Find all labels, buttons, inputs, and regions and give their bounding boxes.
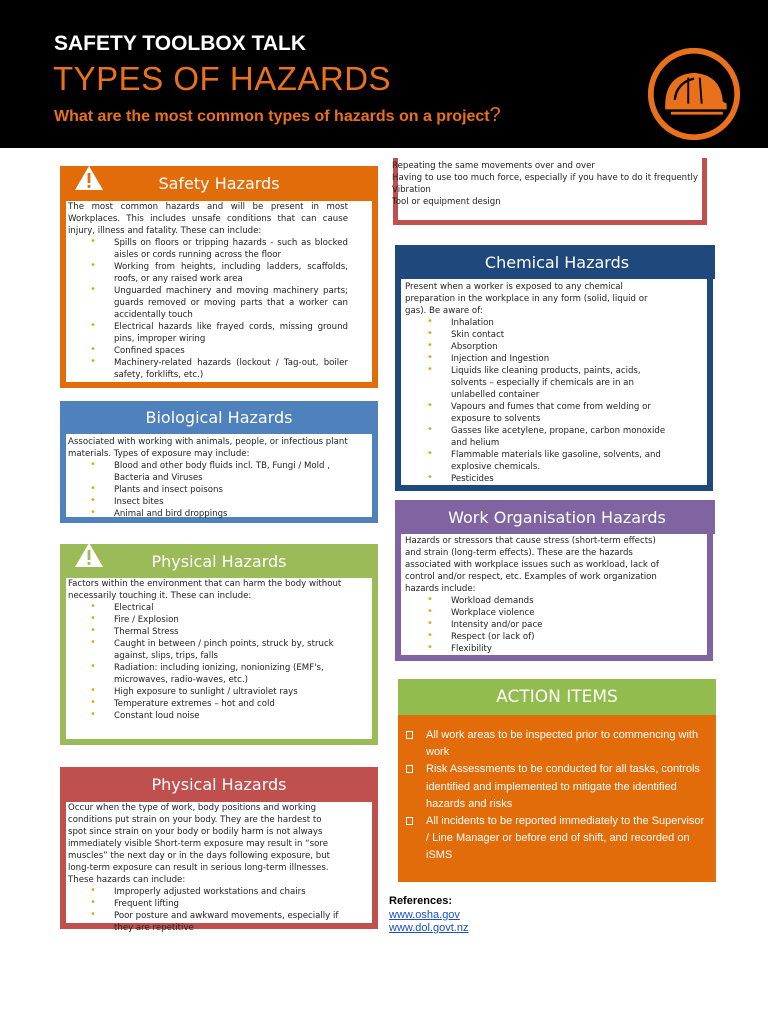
biological-hazards-card [60,401,378,523]
safety-hazards-card [60,166,378,388]
chemical-list [405,317,667,485]
chemical-intro: Present when a worker is exposed to any chemical preparation in the workplace in any form (solid, liquid or gas). Be aware of: [405,282,648,316]
ergonomic-hazards-body [68,802,340,934]
ergonomic-hazards-card [60,767,378,933]
physical-hazards-title: Physical Hazards [60,544,378,578]
checkbox-icon [406,765,413,773]
list-item: • Constant loud noise [68,710,354,722]
list-item: Vibration [392,185,431,195]
safety-intro: The most common hazards and will be present in most Workplaces. This includes unsafe conditions that can cause injury, illness and fatality. These can include: [68,202,348,236]
list-item: • Skin contact [405,329,667,341]
warning-icon [74,165,104,191]
question-mark: ? [489,104,501,126]
chemical-hazards-body [405,281,667,485]
biological-intro: Associated with working with animals, people, or infectious plant materials. Types of exposure may include: [68,437,348,459]
action-item-text: All work areas to be inspected prior to commencing with work [426,729,699,759]
ergonomic-intro: Occur when the type of work, body positions and working conditions put strain on your body. They are the hardest to spot since strain on your body or bodily harm is not always immediately visible Short-term exposure may result in “sore muscles” the next day or in the days following exposure, but long-term exposure can result in serious long-term illnesses. These hazards can include: [68,803,331,885]
header-kicker: SAFETY TOOLBOX TALK [54,32,307,55]
physical-hazards-card [60,544,378,745]
biological-hazards-title: Biological Hazards [60,401,378,434]
reference-link-dol[interactable]: www.dol.govt.nz [389,922,469,934]
list-item: • Plants and insect poisons [68,484,358,496]
list-item: • Improperly adjusted workstations and chairs [68,886,340,898]
list-item: Repeating the same movements over and over [392,161,595,171]
action-item-text: All incidents to be reported immediately to the Supervisor / Line Manager or before end of shift, and recorded on iSMS [426,815,705,862]
list-item: • Unguarded machinery and moving machinery parts; guards removed or moving parts that a worker can accidentally touch [68,285,348,321]
physical-list [68,602,354,722]
list-item: • Animal and bird droppings [68,508,358,520]
physical-intro: Factors within the environment that can harm the body without necessarily touching it. These can include: [68,579,342,601]
list-item: • Blood and other body fluids incl. TB, Fungi / Mold , Bacteria and Viruses [68,460,358,484]
list-item: • Vapours and fumes that come from welding or exposure to solvents [405,401,667,425]
safety-hazards-title: Safety Hazards [60,166,378,201]
list-item: • Absorption [405,341,667,353]
work-organisation-hazards-body [405,535,671,655]
list-item: • Gasses like acetylene, propane, carbon monoxide and helium [405,425,667,449]
reference-link-osha[interactable]: www.osha.gov [389,908,460,921]
list-item: • Flexibility [405,643,671,655]
question-text: What are the most common types of hazards on a project [54,108,490,125]
action-item [406,813,706,865]
list-item: • Radiation: including ionizing, nonionizing (EMF's, microwaves, radio-waves, etc.) [68,662,354,686]
list-item: Tool or equipment design [392,197,501,207]
list-item: • Poor posture and awkward movements, especially if they are repetitive [68,910,340,934]
action-item [406,727,706,761]
hard-hat-icon [646,46,742,142]
physical-hazards-body [68,578,354,722]
action-items-title: ACTION ITEMS [398,679,716,715]
list-item: Having to use too much force, especially if you have to do it frequently [392,173,698,183]
action-items-body [398,715,716,882]
work-organisation-hazards-card [395,500,713,661]
list-item: • Respect (or lack of) [405,631,671,643]
list-item: • High exposure to sunlight / ultraviolet rays [68,686,354,698]
work-organisation-hazards-title: Work Organisation Hazards [399,500,715,534]
list-item: • Spills on floors or tripping hazards - such as blocked aisles or cords running across the floor [68,237,348,261]
warning-icon [74,542,104,568]
header-question [54,104,501,127]
list-item: • Working from heights, including ladders, scaffolds, roofs, or any raised work area [68,261,348,285]
page-title: TYPES OF HAZARDS [53,60,392,97]
work-organisation-list [405,595,671,655]
list-item: • Liquids like cleaning products, paints, acids, solvents – especially if chemicals are in an unlabelled container [405,365,667,401]
list-item: • Intensity and/or pace [405,619,671,631]
list-item: • Electrical hazards like frayed cords, missing ground pins, improper wiring [68,321,348,345]
list-item: • Temperature extremes – hot and cold [68,698,354,710]
list-item: • Confined spaces [68,345,348,357]
ergonomic-hazards-title: Physical Hazards [60,767,378,802]
checkbox-icon [406,817,413,825]
list-item: • Pesticides [405,473,667,485]
safety-hazards-body [68,201,348,381]
safety-list [68,237,348,381]
list-item: • Frequent lifting [68,898,340,910]
ergonomic-list [68,886,340,934]
list-item: • Fire / Explosion [68,614,354,626]
list-item: • Machinery-related hazards (lockout / Tag-out, boiler safety, forklifts, etc.) [68,357,348,381]
list-item: • Flammable materials like gasoline, solvents, and explosive chemicals. [405,449,667,473]
list-item: • Caught in between / pinch points, struck by, struck against, slips, trips, falls [68,638,354,662]
list-item: • Insect bites [68,496,358,508]
checkbox-icon [406,731,413,739]
list-item: • Injection and Ingestion [405,353,667,365]
list-item: • Thermal Stress [68,626,354,638]
biological-list [68,460,358,520]
references [389,895,468,936]
action-item-text: Risk Assessments to be conducted for all tasks, controls identified and implemented to mitigate the identified hazards and risks [426,763,700,810]
list-item: • Inhalation [405,317,667,329]
references-label: References: [389,895,452,907]
chemical-hazards-title: Chemical Hazards [399,245,715,279]
list-item: • Workplace violence [405,607,671,619]
action-item [406,761,706,813]
chemical-hazards-card [395,245,713,491]
work-organisation-intro: Hazards or stressors that cause stress (short-term effects) and strain (long-term effects). These are the hazards associated with workplace issues such as workload, lack of control and/or respect, etc. Examples of work organization hazards include: [405,536,659,594]
list-item: • Electrical [68,602,354,614]
ergonomic-continuation-body [392,160,704,208]
ergonomic-continuation-card [393,158,707,225]
biological-hazards-body [68,436,358,520]
header-banner [0,0,768,148]
list-item: • Workload demands [405,595,671,607]
